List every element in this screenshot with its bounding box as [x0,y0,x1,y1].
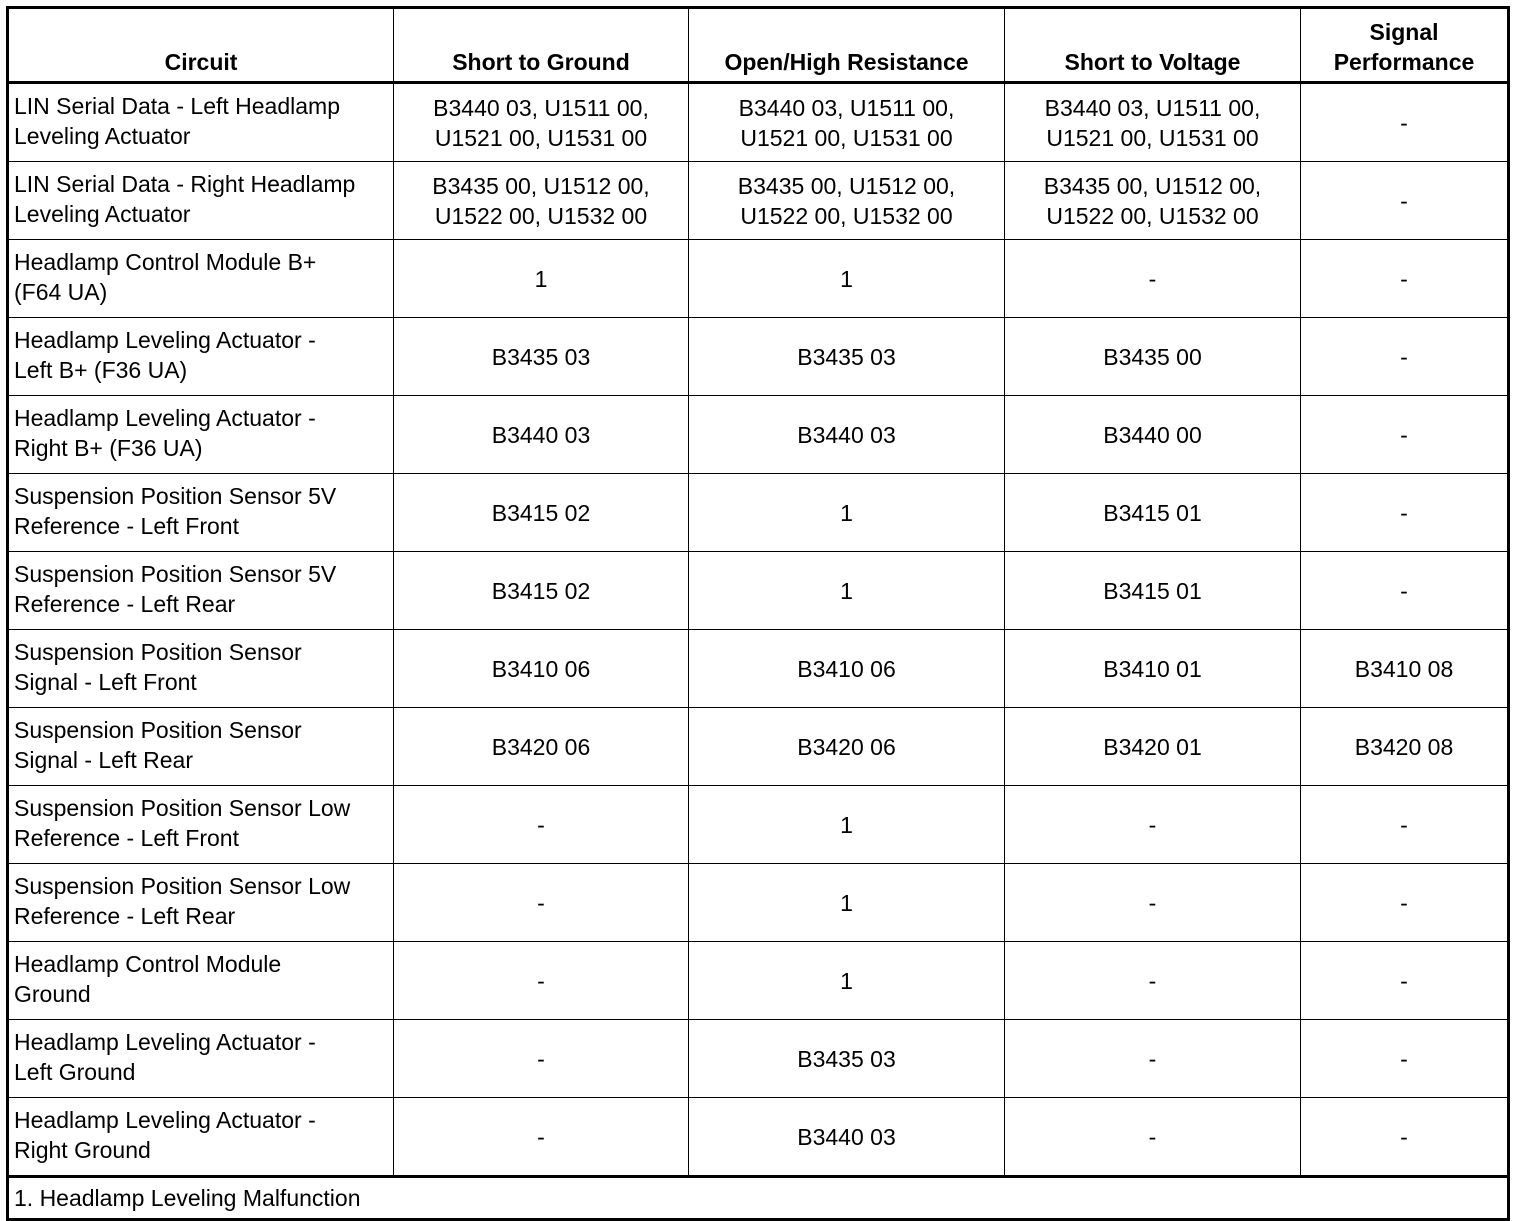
header-circuit: Circuit [8,8,394,83]
cell-signal-performance: - [1301,942,1509,1020]
cell-open-high-resistance: B3435 03 [689,1020,1005,1098]
cell-signal-performance: B3420 08 [1301,708,1509,786]
cell-signal-performance: - [1301,162,1509,240]
cell-circuit-line: Suspension Position Sensor Low [14,873,351,899]
cell-circuit-line: Signal - Left Front [14,669,197,695]
cell-circuit [8,786,394,864]
footnote-row [8,1177,1509,1220]
cell-circuit-line: Headlamp Control Module B+ [14,249,317,275]
cell-short-to-ground: B3410 06 [394,630,689,708]
cell-circuit-line: (F64 UA) [14,279,108,305]
table-row [8,474,1509,552]
cell-circuit [8,396,394,474]
cell-open-high-resistance-line: U1522 00, U1532 00 [740,202,953,229]
header-open-high-resistance: Open/High Resistance [689,8,1005,83]
cell-circuit-line: Headlamp Control Module [14,951,282,977]
cell-short-to-ground: B3420 06 [394,708,689,786]
cell-short-to-voltage [1005,83,1301,162]
table-row [8,786,1509,864]
table-row [8,1020,1509,1098]
cell-short-to-ground: - [394,786,689,864]
cell-short-to-ground: B3415 02 [394,552,689,630]
cell-circuit-line: Ground [14,981,91,1007]
cell-circuit [8,240,394,318]
cell-open-high-resistance: 1 [689,240,1005,318]
cell-short-to-voltage: - [1005,942,1301,1020]
cell-circuit-line: Reference - Left Rear [14,903,236,929]
cell-short-to-voltage: B3415 01 [1005,474,1301,552]
table-row [8,708,1509,786]
cell-circuit-line: Suspension Position Sensor [14,639,302,665]
cell-signal-performance: - [1301,1098,1509,1177]
cell-open-high-resistance: B3440 03 [689,1098,1005,1177]
cell-circuit-line: Headlamp Leveling Actuator - [14,1107,316,1133]
cell-circuit-line: Signal - Left Rear [14,747,193,773]
cell-short-to-ground [394,162,689,240]
cell-signal-performance: - [1301,474,1509,552]
cell-short-to-ground-line: U1521 00, U1531 00 [434,124,648,151]
cell-circuit-line: Leveling Actuator [14,123,191,149]
cell-open-high-resistance-line: B3440 03, U1511 00, [738,94,955,121]
cell-circuit-line: Suspension Position Sensor Low [14,795,351,821]
cell-circuit-line: Suspension Position Sensor [14,717,302,743]
cell-short-to-ground: - [394,864,689,942]
cell-open-high-resistance: B3410 06 [689,630,1005,708]
cell-short-to-ground: B3435 03 [394,318,689,396]
cell-signal-performance: - [1301,318,1509,396]
cell-open-high-resistance-line: B3435 00, U1512 00, [737,172,956,199]
cell-short-to-voltage-line: B3435 00, U1512 00, [1043,172,1262,199]
cell-open-high-resistance-line: U1521 00, U1531 00 [740,124,953,151]
cell-circuit [8,552,394,630]
cell-short-to-voltage: B3420 01 [1005,708,1301,786]
cell-open-high-resistance: 1 [689,786,1005,864]
cell-short-to-ground-line: B3435 00, U1512 00, [432,172,650,199]
cell-short-to-voltage: B3440 00 [1005,396,1301,474]
table-row [8,942,1509,1020]
cell-circuit-line: LIN Serial Data - Right Headlamp [14,171,356,197]
header-row [8,8,1509,83]
cell-open-high-resistance: 1 [689,864,1005,942]
cell-short-to-ground: 1 [394,240,689,318]
cell-circuit [8,162,394,240]
table-footer [8,1177,1509,1220]
table-row [8,1098,1509,1177]
cell-circuit [8,83,394,162]
cell-short-to-voltage-line: U1522 00, U1532 00 [1046,202,1259,229]
cell-short-to-voltage-line: U1521 00, U1531 00 [1046,124,1259,151]
cell-circuit-line: Suspension Position Sensor 5V [14,483,337,509]
cell-short-to-voltage: - [1005,786,1301,864]
cell-signal-performance: - [1301,83,1509,162]
header-signal-performance [1301,8,1509,83]
cell-short-to-voltage: B3415 01 [1005,552,1301,630]
cell-circuit [8,1098,394,1177]
cell-signal-performance: - [1301,1020,1509,1098]
cell-circuit [8,942,394,1020]
circuit-dtc-table [6,6,1510,1221]
cell-circuit-line: Headlamp Leveling Actuator - [14,327,316,353]
cell-signal-performance: - [1301,786,1509,864]
cell-short-to-ground [394,83,689,162]
cell-short-to-voltage: B3435 00 [1005,318,1301,396]
cell-open-high-resistance: B3420 06 [689,708,1005,786]
cell-circuit [8,708,394,786]
table-row [8,162,1509,240]
cell-short-to-voltage: - [1005,1020,1301,1098]
cell-short-to-ground: B3415 02 [394,474,689,552]
cell-circuit-line: Reference - Left Front [14,825,239,851]
cell-short-to-ground: - [394,942,689,1020]
cell-short-to-voltage: - [1005,1098,1301,1177]
cell-short-to-ground-line: B3440 03, U1511 00, [433,94,649,121]
cell-signal-performance: - [1301,396,1509,474]
table-row [8,318,1509,396]
header-short-to-ground: Short to Ground [394,8,689,83]
cell-short-to-voltage: - [1005,240,1301,318]
cell-signal-performance: - [1301,552,1509,630]
cell-circuit-line: Reference - Left Front [14,513,239,539]
footnote: 1. Headlamp Leveling Malfunction [8,1177,1509,1220]
cell-short-to-voltage: - [1005,864,1301,942]
cell-short-to-voltage [1005,162,1301,240]
table-row [8,83,1509,162]
cell-circuit-line: Headlamp Leveling Actuator - [14,1029,316,1055]
cell-open-high-resistance: 1 [689,552,1005,630]
cell-circuit [8,1020,394,1098]
table-body [8,83,1509,1177]
cell-circuit-line: Headlamp Leveling Actuator - [14,405,316,431]
cell-signal-performance: - [1301,864,1509,942]
cell-circuit [8,318,394,396]
table-row [8,552,1509,630]
table-header [8,8,1509,83]
cell-short-to-ground: - [394,1098,689,1177]
cell-open-high-resistance [689,162,1005,240]
header-short-to-voltage: Short to Voltage [1005,8,1301,83]
cell-signal-performance: - [1301,240,1509,318]
cell-circuit-line: Suspension Position Sensor 5V [14,561,337,587]
cell-open-high-resistance: B3435 03 [689,318,1005,396]
table-row [8,630,1509,708]
cell-circuit [8,630,394,708]
header-signal-performance-line2: Performance [1333,49,1475,75]
cell-circuit-line: Leveling Actuator [14,201,191,227]
header-signal-performance-line1: Signal [1369,19,1439,45]
table-row [8,396,1509,474]
cell-short-to-voltage: B3410 01 [1005,630,1301,708]
cell-circuit-line: Right Ground [14,1137,151,1163]
cell-signal-performance: B3410 08 [1301,630,1509,708]
cell-circuit-line: Left Ground [14,1059,136,1085]
cell-short-to-ground: - [394,1020,689,1098]
cell-short-to-ground-line: U1522 00, U1532 00 [434,202,648,229]
cell-circuit-line: Right B+ (F36 UA) [14,435,203,461]
cell-open-high-resistance: 1 [689,474,1005,552]
cell-open-high-resistance [689,83,1005,162]
cell-open-high-resistance: B3440 03 [689,396,1005,474]
table-row [8,864,1509,942]
cell-circuit [8,474,394,552]
table-row [8,240,1509,318]
cell-open-high-resistance: 1 [689,942,1005,1020]
cell-circuit-line: LIN Serial Data - Left Headlamp [14,93,340,119]
cell-short-to-voltage-line: B3440 03, U1511 00, [1044,94,1261,121]
cell-circuit [8,864,394,942]
cell-circuit-line: Reference - Left Rear [14,591,236,617]
cell-short-to-ground: B3440 03 [394,396,689,474]
cell-circuit-line: Left B+ (F36 UA) [14,357,188,383]
